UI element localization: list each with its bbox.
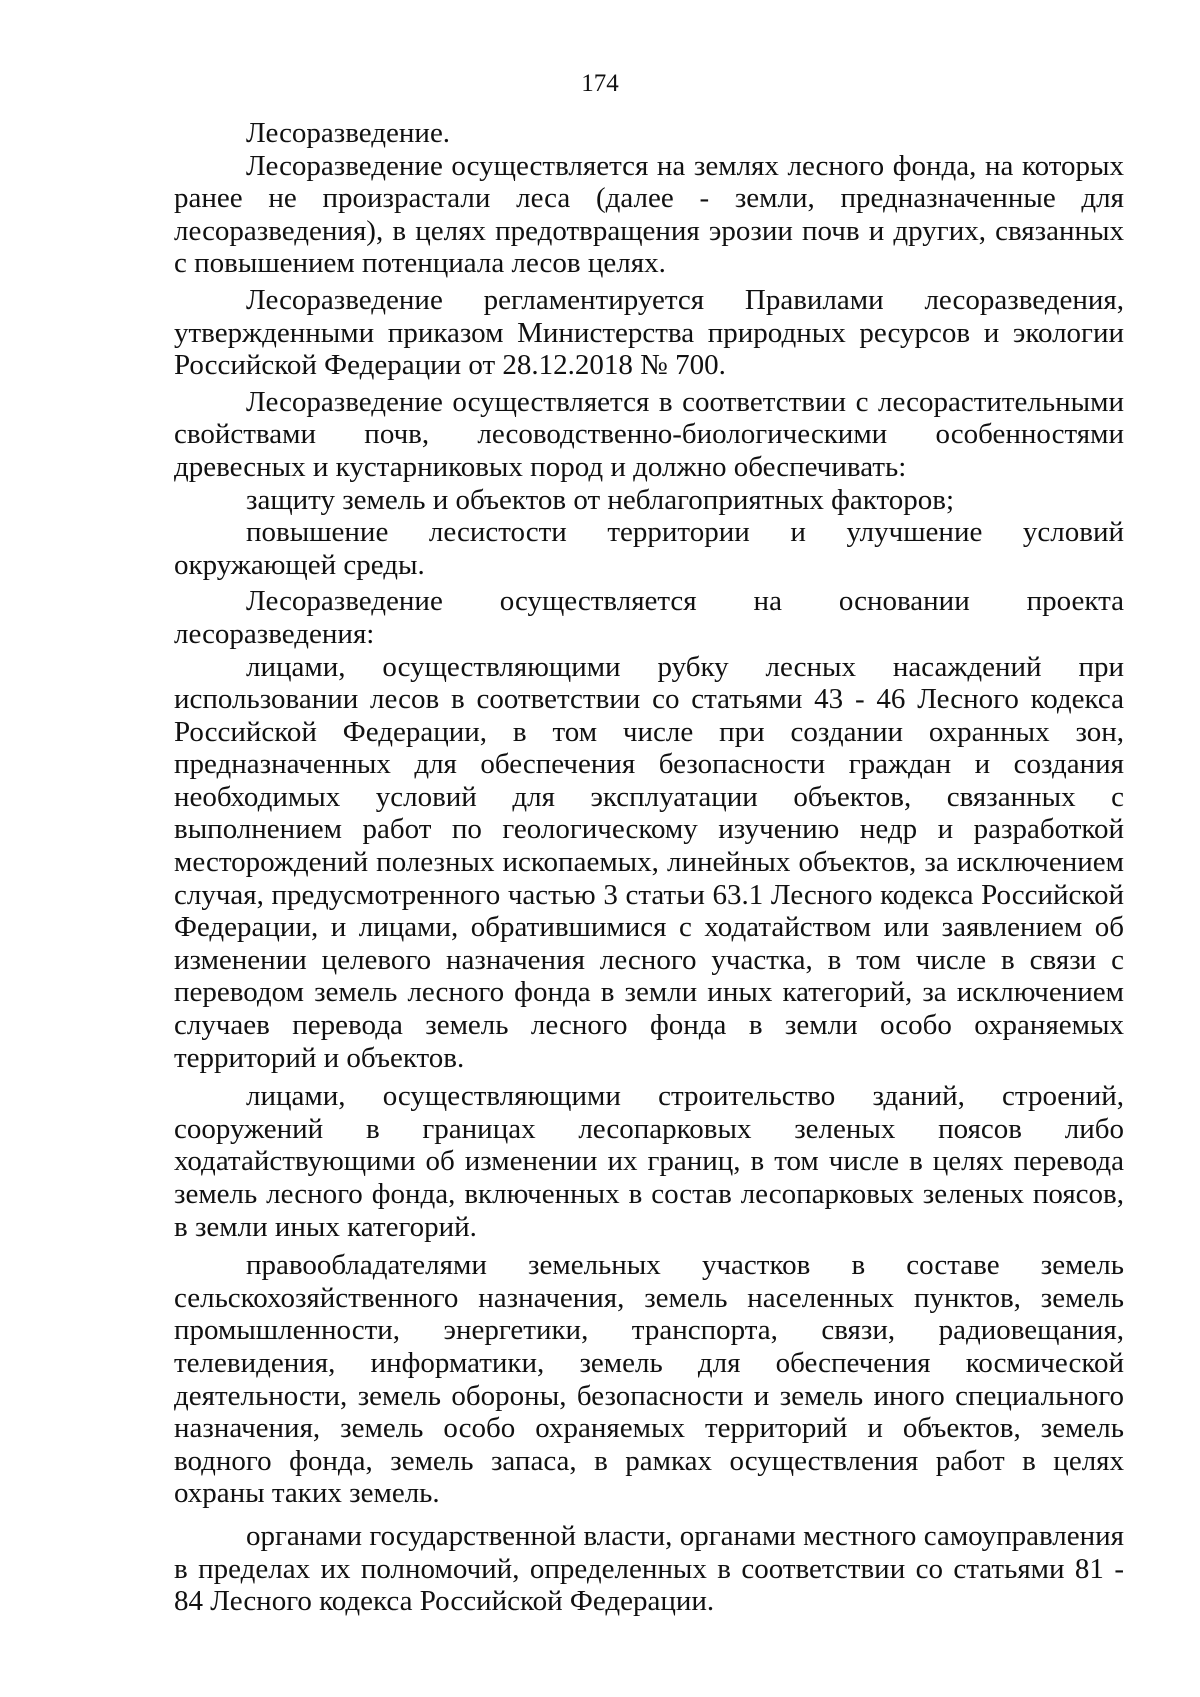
paragraph: Лесоразведение осуществляется на землях лесного фонда, на которых ранее не произрастали леса (далее - земли, предназначенные для лесоразведения), в целях предотвращения эрозии почв и других, связанных с повышением потенциала лесов целях. [174, 149, 1124, 280]
list-item: правообладателями земельных участков в составе земель сельскохозяйственного назначения, земель населенных пунктов, земель промышленности, энергетики, транспорта, связи, радиовещания, телевидения, информатики, земель для обеспечения космической деятельности, земель обороны, безопасности и земель иного специального назначения, земель особо охраняемых территорий и объектов, земель водного фонда, земель запаса, в рамках осуществления работ в целях охраны таких земель. [174, 1249, 1124, 1510]
paragraph: Лесоразведение осуществляется в соответствии с лесорастительными свойствами почв, лесоводственно-биологическими особенностями древесных и кустарниковых пород и должно обеспечивать: [174, 385, 1124, 483]
list-item: защиту земель и объектов от неблагоприятных факторов; [246, 483, 955, 516]
section-heading: Лесоразведение. [246, 117, 451, 149]
paragraph: Лесоразведение осуществляется на основании проекта лесоразведения: [174, 585, 1124, 650]
list-item: органами государственной власти, органами местного самоуправления в пределах их полномочий, определенных в соответствии со статьями 81 - 84 Лесного кодекса Российской Федерации. [174, 1519, 1124, 1618]
document-body [174, 117, 1124, 1618]
list-item: лицами, осуществляющими строительство зданий, строений, сооружений в границах лесопарковых зеленых поясов либо ходатайствующими об изменении их границ, в том числе в целях перевода земель лесного фонда, включенных в состав лесопарковых зеленых поясов, в земли иных категорий. [174, 1080, 1124, 1243]
page-number: 174 [581, 70, 619, 97]
list-item: повышение лесистости территории и улучшение условий окружающей среды. [174, 516, 1124, 581]
list-item: лицами, осуществляющими рубку лесных насаждений при использовании лесов в соответствии со статьями 43 - 46 Лесного кодекса Российской Федерации, в том числе при создании охранных зон, предназначенных для обеспечения безопасности граждан и создания необходимых условий для эксплуатации объектов, связанных с выполнением работ по геологическому изучению недр и разработкой месторождений полезных ископаемых, линейных объектов, за исключением случая, предусмотренного частью 3 статьи 63.1 Лесного кодекса Российской Федерации, и лицами, обратившимися с ходатайством или заявлением об изменении целевого назначения лесного участка, в том числе в связи с переводом земель лесного фонда в земли иных категорий, за исключением случаев перевода земель лесного фонда в земли особо охраняемых территорий и объектов. [174, 650, 1124, 1074]
paragraph: Лесоразведение регламентируется Правилами лесоразведения, утвержденными приказом Министерства природных ресурсов и экологии Российской Федерации от 28.12.2018 № 700. [174, 283, 1124, 382]
